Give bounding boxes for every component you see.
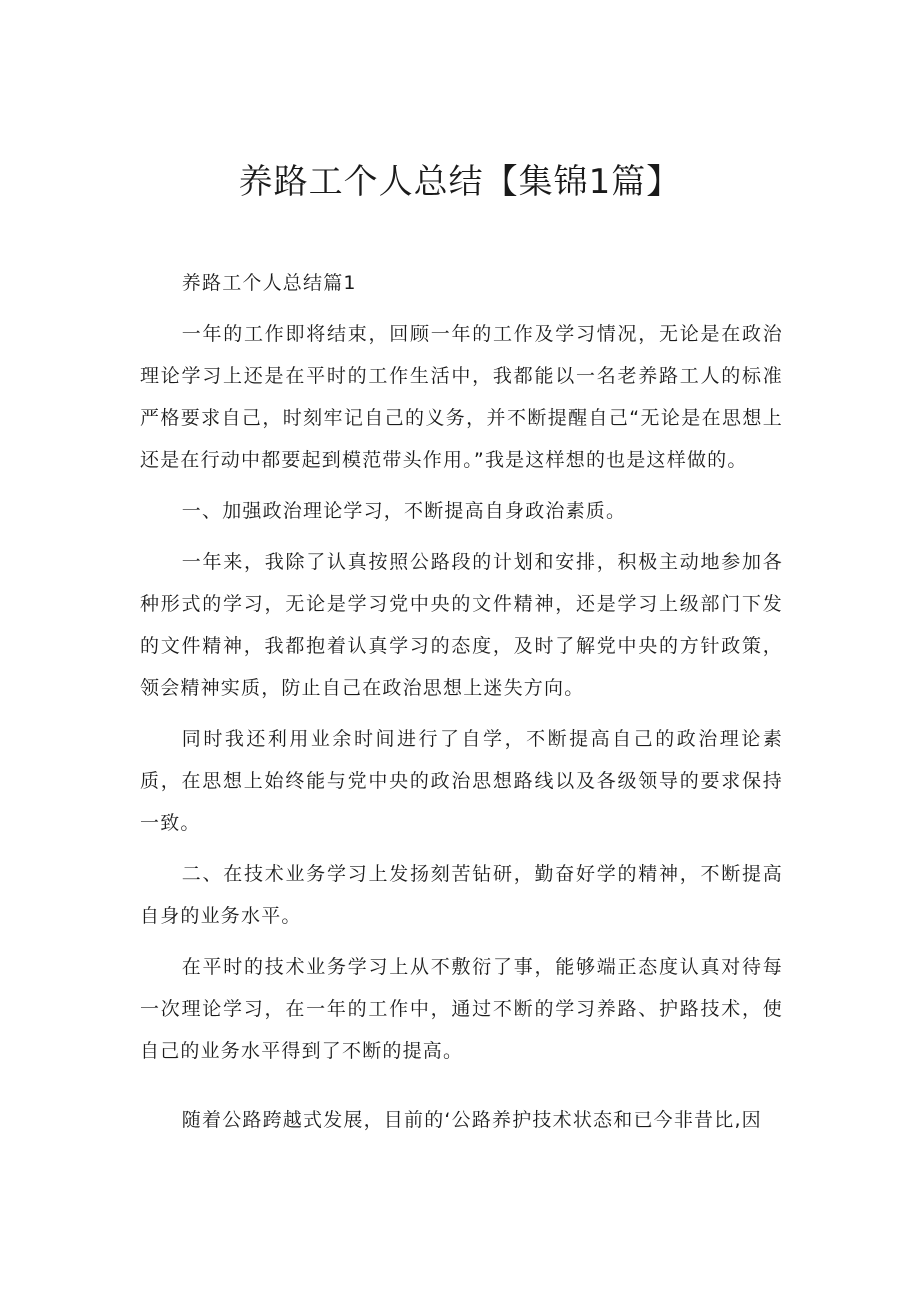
paragraph: 在平时的技术业务学习上从不敷衍了事，能够端正态度认真对待每一次理论学习，在一年的工作中，通过不断的学习养路、护路技术，使自己的业务水平得到了不断的提高。 <box>140 956 783 1062</box>
document-title: 养路工个人总结【集锦1篇】 <box>238 162 682 202</box>
document-body <box>140 262 783 1150</box>
paragraph: 一年的工作即将结束，回顾一年的工作及学习情况，无论是在政治理论学习上还是在平时的工作生活中，我都能以一名老养路工人的标准严格要求自己，时刻牢记自己的义务，并不断提醒自己“无论是在思想上还是在行动中都要起到模范带头作用。”我是这样想的也是这样做的。 <box>140 323 783 471</box>
paragraph: 一年来，我除了认真按照公路段的计划和安排，积极主动地参加各种形式的学习，无论是学习党中央的文件精神，还是学习上级部门下发的文件精神，我都抱着认真学习的态度，及时了解党中央的方针政策，领会精神实质，防止自己在政治思想上迷失方向。 <box>140 551 783 699</box>
section-heading: 一、加强政治理论学习，不断提高自身政治素质。 <box>181 500 627 522</box>
section-heading: 二、在技术业务学习上发扬刻苦钻研，勤奋好学的精神，不断提高自身的业务水平。 <box>140 863 783 927</box>
paragraph: 随着公路跨越式发展，目前的‘公路养护技术状态和已今非昔比,因 <box>181 1109 762 1131</box>
section-heading: 养路工个人总结篇1 <box>181 272 357 294</box>
paragraph: 同时我还利用业余时间进行了自学，不断提高自己的政治理论素质，在思想上始终能与党中央的政治思想路线以及各级领导的要求保持一致。 <box>140 728 783 834</box>
